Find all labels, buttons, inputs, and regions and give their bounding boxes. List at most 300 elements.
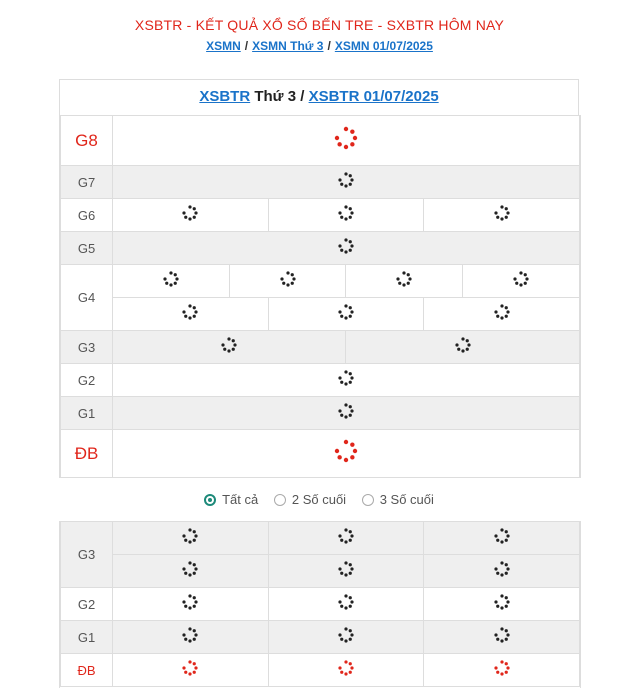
spinner-dot (349, 215, 352, 218)
spinner-dot (350, 310, 353, 313)
spinner-dot (350, 600, 353, 603)
tail-cell (268, 522, 424, 555)
spinner-dot (189, 316, 192, 319)
spinner-dot (344, 627, 347, 630)
loading-spinner-icon (494, 528, 510, 549)
tail-row-g1 (61, 621, 580, 654)
spinner-dot (338, 211, 341, 214)
spinner-dot (500, 316, 503, 319)
loading-spinner-icon (334, 439, 358, 468)
spinner-dot (494, 310, 497, 313)
spinner-dot (494, 567, 497, 570)
spinner-dot (350, 455, 354, 459)
prize-cell-g2 (113, 364, 580, 397)
spinner-dot (338, 633, 341, 636)
spinner-dot (338, 409, 341, 412)
spinner-dot (195, 310, 198, 313)
spinner-dot (189, 639, 192, 642)
radio-unchecked-icon (274, 494, 286, 506)
prize-cell-g4 (113, 298, 269, 331)
spinner-dot (344, 382, 347, 385)
spinner-dot (496, 571, 499, 574)
spinner-dot (344, 672, 347, 675)
spinner-dot (496, 637, 499, 640)
spinner-dot (228, 349, 231, 352)
spinner-dot (344, 172, 347, 175)
spinner-dot (195, 633, 198, 636)
row-g4-b (61, 298, 580, 331)
spinner-dot (344, 594, 347, 597)
loading-spinner-icon (338, 304, 354, 325)
spinner-dot (193, 538, 196, 541)
spinner-dot (193, 314, 196, 317)
spinner-dot (349, 380, 352, 383)
spinner-dot (407, 273, 410, 276)
spinner-dot (525, 277, 528, 280)
loading-spinner-icon (182, 528, 198, 549)
loading-spinner-icon (338, 172, 354, 193)
spinner-dot (504, 571, 507, 574)
spinner-dot (349, 413, 352, 416)
spinner-dot (504, 530, 507, 533)
loading-spinner-icon (494, 561, 510, 582)
spinner-dot (344, 217, 347, 220)
spinner-dot (506, 211, 509, 214)
loading-spinner-icon (338, 370, 354, 391)
spinner-dot (292, 277, 295, 280)
spinner-dot (195, 534, 198, 537)
spinner-dot (344, 415, 347, 418)
page-title: XSBTR - KẾT QUẢ XỔ SỐ BẾN TRE - SXBTR HÔM NAY (134, 17, 505, 33)
spinner-dot (222, 343, 225, 346)
loading-spinner-icon (338, 660, 354, 681)
prize-cell-g3 (346, 331, 580, 364)
spinner-dot (183, 534, 186, 537)
spinner-dot (340, 604, 343, 607)
spinner-dot (506, 310, 509, 313)
spinner-dot (195, 666, 198, 669)
spinner-dot (344, 639, 347, 642)
spinner-dot (465, 347, 468, 350)
spinner-dot (338, 534, 341, 537)
spinner-dot (349, 240, 352, 243)
tail-row-db (61, 654, 580, 687)
spinner-dot (494, 534, 497, 537)
spinner-dot (504, 314, 507, 317)
spinner-dot (183, 666, 186, 669)
tail-cell (424, 522, 580, 555)
spinner-dot (340, 182, 343, 185)
spinner-dot (500, 540, 503, 543)
filter-all-radio[interactable]: Tất cả (204, 479, 258, 521)
spinner-dot (349, 604, 352, 607)
prize-label-g4: G4 (61, 265, 113, 331)
prize-label-g8: G8 (61, 116, 113, 166)
spinner-dot (344, 440, 348, 444)
spinner-dot (189, 672, 192, 675)
spinner-dot (189, 606, 192, 609)
tail-table (60, 521, 580, 687)
prize-cell-g5 (113, 232, 580, 265)
spinner-dot (184, 637, 187, 640)
spinner-dot (344, 573, 347, 576)
tail-cell (268, 588, 424, 621)
prize-label-g3: G3 (61, 331, 113, 364)
row-g5 (61, 232, 580, 265)
spinner-dot (189, 540, 192, 543)
spinner-dot (350, 244, 353, 247)
results-table (60, 115, 580, 478)
spinner-dot (500, 528, 503, 531)
prize-label-g5: G5 (61, 232, 113, 265)
spinner-dot (344, 561, 347, 564)
spinner-dot (189, 660, 192, 663)
spinner-dot (165, 281, 168, 284)
spinner-dot (282, 281, 285, 284)
spinner-dot (193, 571, 196, 574)
spinner-dot (193, 530, 196, 533)
spinner-dot (290, 273, 293, 276)
tail-cell (113, 588, 269, 621)
tail-cell (268, 555, 424, 588)
spinner-dot (494, 666, 497, 669)
spinner-dot (350, 567, 353, 570)
prize-cell-g6 (113, 199, 269, 232)
spinner-dot (338, 178, 341, 181)
loading-spinner-icon (396, 271, 412, 292)
spinner-dot (504, 207, 507, 210)
loading-spinner-icon (182, 594, 198, 615)
loading-spinner-icon (455, 337, 471, 358)
tail-cell (424, 654, 580, 687)
spinner-dot (184, 215, 187, 218)
spinner-dot (173, 273, 176, 276)
spinner-dot (500, 205, 503, 208)
spinner-dot (344, 184, 347, 187)
tail-label-db: ĐB (61, 654, 113, 687)
spinner-dot (349, 174, 352, 177)
prize-cell-g4 (346, 265, 463, 298)
spinner-dot (349, 563, 352, 566)
loading-spinner-icon (338, 238, 354, 259)
spinner-dot (349, 372, 352, 375)
spinner-dot (519, 271, 522, 274)
spinner-dot (340, 413, 343, 416)
spinner-dot (500, 627, 503, 630)
spinner-dot (350, 142, 354, 146)
spinner-dot (349, 405, 352, 408)
spinner-dot (504, 538, 507, 541)
row-g1 (61, 397, 580, 430)
spinner-dot (496, 604, 499, 607)
spinner-dot (403, 271, 406, 274)
spinner-dot (519, 283, 522, 286)
spinner-dot (189, 594, 192, 597)
spinner-dot (349, 629, 352, 632)
spinner-dot (193, 604, 196, 607)
spinner-dot (506, 534, 509, 537)
spinner-dot (335, 136, 339, 140)
spinner-dot (344, 370, 347, 373)
spinner-dot (335, 449, 339, 453)
spinner-dot (409, 277, 412, 280)
spinner-dot (340, 215, 343, 218)
spinner-dot (234, 343, 237, 346)
spinner-dot (228, 337, 231, 340)
prize-cell-g4 (463, 265, 580, 298)
spinner-dot (338, 666, 341, 669)
loading-spinner-icon (338, 594, 354, 615)
breadcrumb-xsmn[interactable]: XSMN (206, 39, 241, 53)
spinner-dot (184, 604, 187, 607)
result-header-date-link[interactable]: XSBTR 01/07/2025 (308, 88, 439, 105)
loading-spinner-icon (334, 126, 358, 155)
spinner-dot (189, 573, 192, 576)
spinner-dot (193, 215, 196, 218)
spinner-dot (496, 314, 499, 317)
spinner-dot (340, 380, 343, 383)
spinner-dot (494, 211, 497, 214)
spinner-dot (344, 304, 347, 307)
prize-cell-db (113, 430, 580, 478)
tail-row-g3-a (61, 522, 580, 555)
filter-last3-radio[interactable]: 3 Số cuối (362, 479, 434, 521)
prize-label-g7: G7 (61, 166, 113, 199)
spinner-dot (232, 347, 235, 350)
tail-cell (268, 621, 424, 654)
spinner-dot (337, 455, 341, 459)
tail-cell (424, 588, 580, 621)
spinner-dot (175, 277, 178, 280)
spinner-dot (461, 349, 464, 352)
spinner-dot (189, 304, 192, 307)
spinner-dot (169, 283, 172, 286)
spinner-dot (506, 666, 509, 669)
spinner-dot (184, 538, 187, 541)
spinner-dot (340, 248, 343, 251)
spinner-dot (349, 571, 352, 574)
spinner-dot (344, 540, 347, 543)
prize-cell-g4 (268, 298, 424, 331)
spinner-dot (338, 376, 341, 379)
prize-cell-g4 (229, 265, 346, 298)
spinner-dot (286, 283, 289, 286)
spinner-dot (183, 310, 186, 313)
loading-spinner-icon (182, 304, 198, 325)
row-g8 (61, 116, 580, 166)
row-db (61, 430, 580, 478)
tail-row-g3-b (61, 555, 580, 588)
loading-spinner-icon (163, 271, 179, 292)
spinner-dot (349, 637, 352, 640)
spinner-dot (350, 666, 353, 669)
prize-label-g6: G6 (61, 199, 113, 232)
spinner-dot (193, 207, 196, 210)
tail-cell (113, 621, 269, 654)
spinner-dot (513, 277, 516, 280)
spinner-dot (500, 606, 503, 609)
loading-spinner-icon (494, 304, 510, 325)
row-g3 (61, 331, 580, 364)
spinner-dot (344, 145, 348, 149)
spinner-dot (223, 347, 226, 350)
spinner-dot (189, 627, 192, 630)
row-g2 (61, 364, 580, 397)
prize-cell-g1 (113, 397, 580, 430)
spinner-dot (290, 281, 293, 284)
spinner-dot (193, 306, 196, 309)
spinner-dot (353, 449, 357, 453)
spinner-dot (349, 182, 352, 185)
spinner-dot (344, 127, 348, 131)
spinner-dot (344, 606, 347, 609)
spinner-dot (504, 629, 507, 632)
spinner-dot (340, 571, 343, 574)
spinner-dot (349, 538, 352, 541)
spinner-dot (496, 215, 499, 218)
spinner-dot (189, 217, 192, 220)
loading-spinner-icon (513, 271, 529, 292)
spinner-dot (524, 281, 527, 284)
spinner-dot (344, 316, 347, 319)
spinner-dot (184, 314, 187, 317)
spinner-dot (504, 306, 507, 309)
loading-spinner-icon (280, 271, 296, 292)
spinner-dot (350, 442, 354, 446)
loading-spinner-icon (338, 205, 354, 226)
spinner-dot (350, 178, 353, 181)
spinner-dot (500, 660, 503, 663)
spinner-dot (286, 271, 289, 274)
spinner-dot (173, 281, 176, 284)
breadcrumb-xsmn-date[interactable]: XSMN 01/07/2025 (334, 39, 433, 53)
spinner-dot (344, 403, 347, 406)
spinner-dot (350, 534, 353, 537)
spinner-dot (338, 310, 341, 313)
spinner-dot (340, 637, 343, 640)
spinner-dot (344, 250, 347, 253)
spinner-dot (500, 561, 503, 564)
spinner-dot (500, 672, 503, 675)
spinner-dot (193, 629, 196, 632)
spinner-dot (184, 571, 187, 574)
spinner-dot (340, 538, 343, 541)
spinner-dot (232, 339, 235, 342)
spinner-dot (467, 343, 470, 346)
loading-spinner-icon (494, 627, 510, 648)
spinner-dot (195, 567, 198, 570)
result-header-xsbtr-link[interactable]: XSBTR (199, 88, 251, 105)
spinner-dot (349, 596, 352, 599)
prize-cell-g4 (424, 298, 580, 331)
loading-spinner-icon (494, 660, 510, 681)
spinner-dot (195, 211, 198, 214)
loading-spinner-icon (221, 337, 237, 358)
tail-cell (424, 621, 580, 654)
spinner-dot (340, 314, 343, 317)
spinner-dot (349, 530, 352, 533)
spinner-dot (169, 271, 172, 274)
result-header: XSBTR Thứ 3 / XSBTR 01/07/2025 (59, 79, 579, 115)
spinner-dot (524, 273, 527, 276)
tail-cell (113, 555, 269, 588)
spinner-dot (193, 596, 196, 599)
loading-spinner-icon (494, 205, 510, 226)
spinner-dot (397, 277, 400, 280)
spinner-dot (344, 458, 348, 462)
prize-label-db: ĐB (61, 430, 113, 478)
spinner-dot (349, 207, 352, 210)
loading-spinner-icon (182, 660, 198, 681)
spinner-dot (455, 343, 458, 346)
spinner-dot (349, 314, 352, 317)
spinner-dot (500, 639, 503, 642)
spinner-dot (183, 600, 186, 603)
spinner-dot (189, 528, 192, 531)
spinner-dot (344, 205, 347, 208)
spinner-dot (500, 594, 503, 597)
spinner-dot (457, 347, 460, 350)
spinner-dot (193, 662, 196, 665)
spinner-dot (504, 637, 507, 640)
tail-cell (424, 555, 580, 588)
spinner-dot (193, 637, 196, 640)
spinner-dot (500, 304, 503, 307)
spinner-dot (500, 217, 503, 220)
tail-row-g2 (61, 588, 580, 621)
spinner-dot (504, 215, 507, 218)
filter-last2-radio[interactable]: 2 Số cuối (274, 479, 346, 521)
spinner-dot (494, 633, 497, 636)
loading-spinner-icon (182, 561, 198, 582)
spinner-dot (350, 633, 353, 636)
spinner-dot (403, 283, 406, 286)
tail-label-g3: G3 (61, 522, 113, 588)
spinner-dot (353, 136, 357, 140)
spinner-dot (504, 662, 507, 665)
prize-cell-g4 (113, 265, 230, 298)
spinner-dot (515, 281, 518, 284)
spinner-dot (504, 596, 507, 599)
spinner-dot (193, 563, 196, 566)
spinner-dot (504, 563, 507, 566)
breadcrumb-xsmn-thu3[interactable]: XSMN Thứ 3 (252, 39, 324, 53)
row-g6 (61, 199, 580, 232)
spinner-dot (337, 142, 341, 146)
loading-spinner-icon (182, 627, 198, 648)
radio-checked-icon (204, 494, 216, 506)
spinner-dot (183, 211, 186, 214)
prize-cell-g3 (113, 331, 346, 364)
spinner-dot (506, 600, 509, 603)
prize-cell-g6 (424, 199, 580, 232)
spinner-dot (504, 604, 507, 607)
spinner-dot (461, 337, 464, 340)
prize-cell-g7 (113, 166, 580, 199)
spinner-dot (344, 238, 347, 241)
loading-spinner-icon (338, 403, 354, 424)
spinner-dot (350, 376, 353, 379)
loading-spinner-icon (338, 627, 354, 648)
spinner-dot (407, 281, 410, 284)
spinner-dot (183, 633, 186, 636)
tail-cell (268, 654, 424, 687)
loading-spinner-icon (338, 528, 354, 549)
prize-label-g2: G2 (61, 364, 113, 397)
digit-filter (59, 479, 579, 521)
row-g7 (61, 166, 580, 199)
spinner-dot (280, 277, 283, 280)
